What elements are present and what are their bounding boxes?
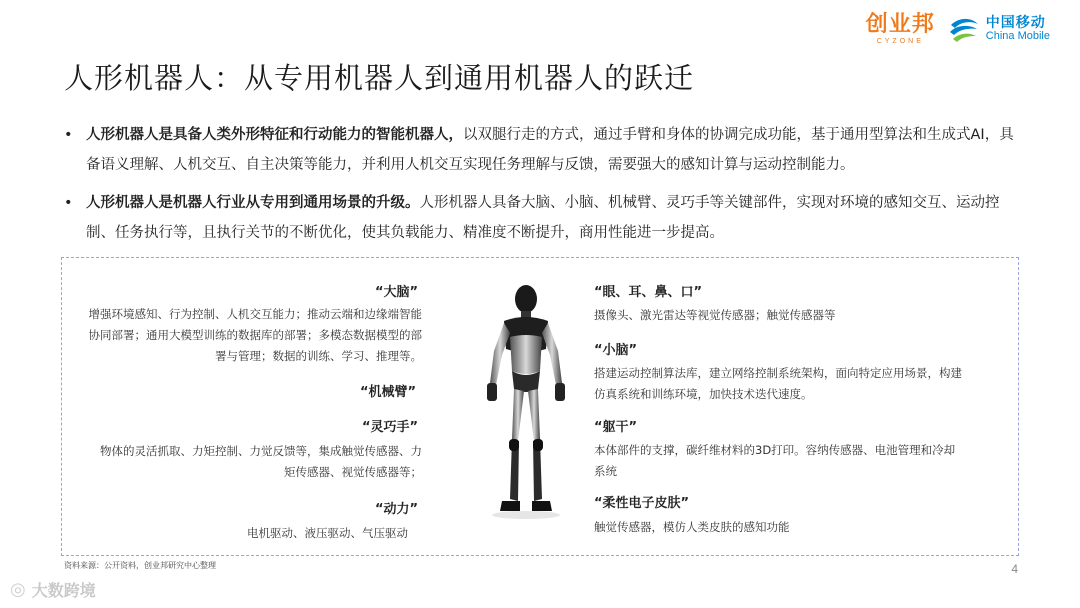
cyzone-logo	[866, 14, 935, 45]
page-number: 4	[1011, 562, 1018, 576]
watermark	[10, 578, 96, 601]
brain-text: 增强环境感知、行为控制、人机交互能力；推动云端和边缘端智能协同部署；通用大模型训练的数据库的部署；多模态数据模型的部署与管理；数据的训练、学习、推理等。	[88, 307, 422, 363]
bullet-1-text: 以双腿行走的方式，通过手臂和身体的协调完成功能，基于通用型算法和生成式AI，具备语义理解、人机交互、自主决策等能力，并利用人机交互实现任务理解与反馈，需要强大的感知计算与运动控制能力。	[86, 127, 1014, 173]
power-title: “动力”	[375, 502, 419, 517]
watermark-icon: ◎	[10, 579, 26, 600]
arm-title: “机械臂”	[360, 385, 417, 400]
bullet-2-text: 人形机器人具备大脑、小脑、机械臂、灵巧手等关键部件，实现对环境的感知交互、运动控制、任务执行等，且执行关节的不断优化，使其负载能力、精准度不断提升，商用性能进一步提高。	[86, 195, 1000, 241]
china-mobile-icon	[947, 15, 981, 45]
bullet-list	[64, 120, 1024, 256]
skin-title: “柔性电子皮肤”	[594, 496, 690, 511]
bullet-2-bold: 人形机器人是机器人行业从专用到通用场景的升级。	[86, 195, 420, 211]
cyzone-logo-subtext: CYZONE	[876, 38, 924, 45]
torso-text: 本体部件的支撑，碳纤维材料的3D打印。容纳传感器、电池管理和冷却系统	[594, 443, 956, 478]
senses-title: “眼、耳、鼻、口”	[594, 285, 703, 300]
cyzone-logo-text: 创业邦	[865, 12, 935, 37]
humanoid-robot-image	[476, 279, 576, 527]
bullet-item-2	[64, 188, 1024, 248]
hand-title: “灵巧手”	[362, 420, 419, 435]
torso-title: “躯干”	[594, 420, 638, 435]
cerebellum-text: 搭建运动控制算法库，建立网络控制系统架构，面向特定应用场景，构建仿真系统和训练环境，加快技术迭代速度。	[594, 366, 962, 401]
bullet-dot: •	[64, 195, 73, 211]
bullet-1-bold: 人形机器人是具备人类外形特征和行动能力的智能机器人，	[86, 127, 463, 143]
bullet-dot: •	[64, 127, 73, 143]
power-text: 电机驱动、液压驱动、气压驱动	[247, 526, 408, 540]
china-mobile-cn-name: 中国移动	[985, 15, 1046, 32]
source-note: 资料来源：公开资料，创业邦研究中心整理	[64, 561, 216, 570]
cerebellum-title: “小脑”	[594, 343, 638, 358]
hand-text: 物体的灵活抓取、力矩控制、力觉反馈等，集成触觉传感器、力矩传感器、视觉传感器等；	[100, 444, 422, 479]
senses-text: 摄像头、激光雷达等视觉传感器；触觉传感器等	[594, 308, 836, 322]
slide-title: 人形机器人：从专用机器人到通用机器人的跃迁	[64, 61, 695, 95]
brain-title: “大脑”	[375, 285, 419, 300]
china-mobile-en-name: China Mobile	[985, 30, 1050, 43]
skin-text: 触觉传感器，模仿人类皮肤的感知功能	[594, 520, 790, 534]
bullet-item-1	[64, 120, 1024, 180]
header-logos	[866, 14, 1050, 45]
china-mobile-logo	[947, 15, 1050, 45]
watermark-text: 大数跨境	[31, 581, 96, 600]
